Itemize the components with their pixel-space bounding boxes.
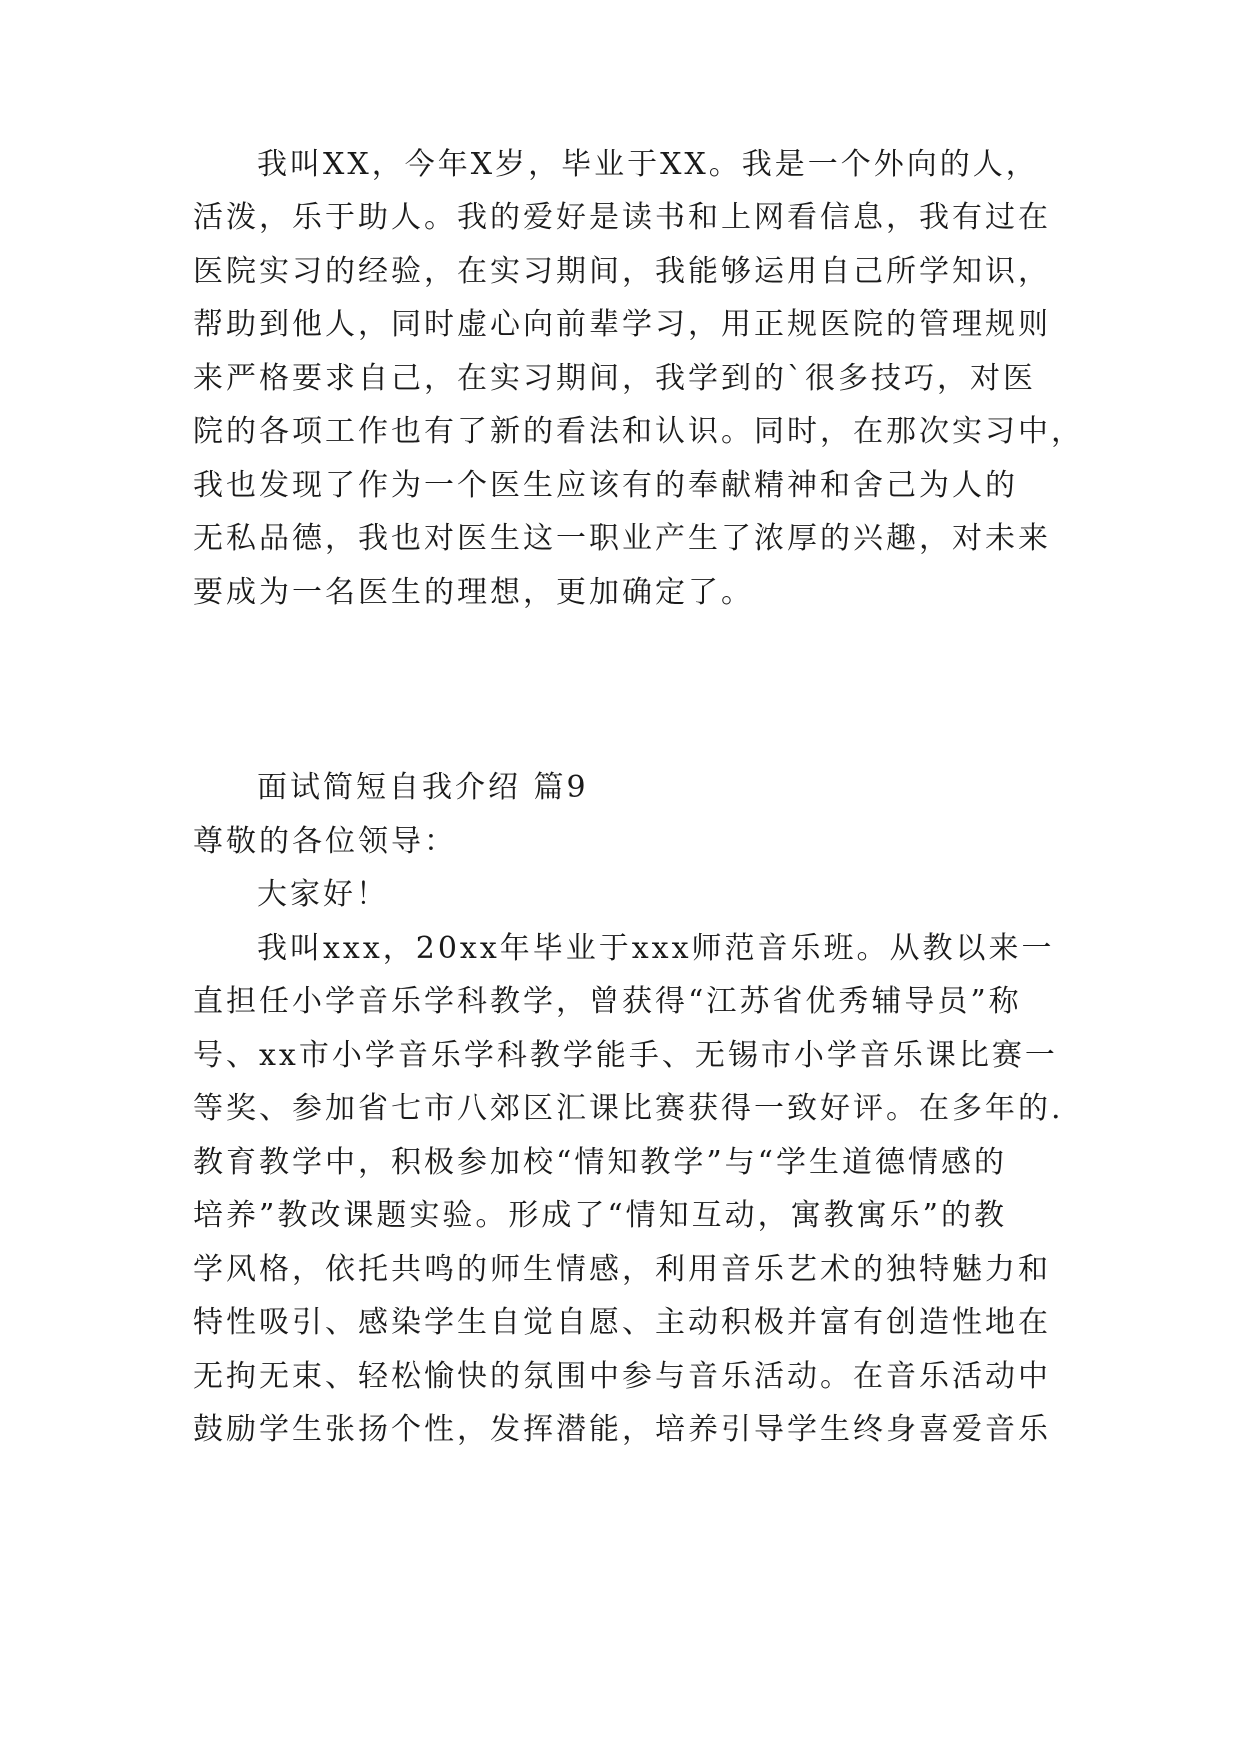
paragraph-line: 直担任小学音乐学科教学，曾获得“江苏省优秀辅导员”称 [193,984,1022,1019]
paragraph-line: 我叫xxx，20xx年毕业于xxx师范音乐班。从教以来一 [257,931,1055,966]
paragraph-line: 帮助到他人，同时虚心向前辈学习，用正规医院的管理规则 [193,307,1051,342]
paragraph-line: 医院实习的经验，在实习期间，我能够运用自己所学知识， [193,254,1051,289]
paragraph-line: 培养”教改课题实验。形成了“情知互动，寓教寓乐”的教 [193,1198,1008,1233]
paragraph-line: 教育教学中，积极参加校“情知教学”与“学生道德情感的 [193,1145,1008,1180]
paragraph-line: 特性吸引、感染学生自觉自愿、主动积极并富有创造性地在 [193,1305,1051,1340]
paragraph-line: 无拘无束、轻松愉快的氛围中参与音乐活动。在音乐活动中 [193,1359,1051,1394]
paragraph-line: 等奖、参加省七市八郊区汇课比赛获得一致好评。在多年的. [193,1091,1064,1126]
salutation: 尊敬的各位领导： [193,824,457,859]
paragraph-line: 院的各项工作也有了新的看法和认识。同时，在那次实习中， [193,414,1084,449]
paragraph-line: 我也发现了作为一个医生应该有的奉献精神和舍己为人的 [193,468,1018,503]
paragraph-line: 鼓励学生张扬个性，发挥潜能，培养引导学生终身喜爱音乐 [193,1412,1051,1447]
paragraph-line: 学风格，依托共鸣的师生情感，利用音乐艺术的独特魅力和 [193,1252,1051,1287]
paragraph-line: 要成为一名医生的理想，更加确定了。 [193,575,754,610]
section-title: 面试简短自我介绍 篇9 [257,770,589,805]
paragraph-line: 无私品德，我也对医生这一职业产生了浓厚的兴趣，对未来 [193,521,1051,556]
paragraph-line: 号、xx市小学音乐学科教学能手、无锡市小学音乐课比赛一 [193,1038,1058,1073]
paragraph-line: 我叫XX，今年X岁，毕业于XX。我是一个外向的人， [257,147,1039,182]
paragraph-line: 活泼，乐于助人。我的爱好是读书和上网看信息，我有过在 [193,200,1051,235]
paragraph-line: 来严格要求自己，在实习期间，我学到的`很多技巧，对医 [193,361,1036,396]
greeting: 大家好！ [257,877,389,912]
